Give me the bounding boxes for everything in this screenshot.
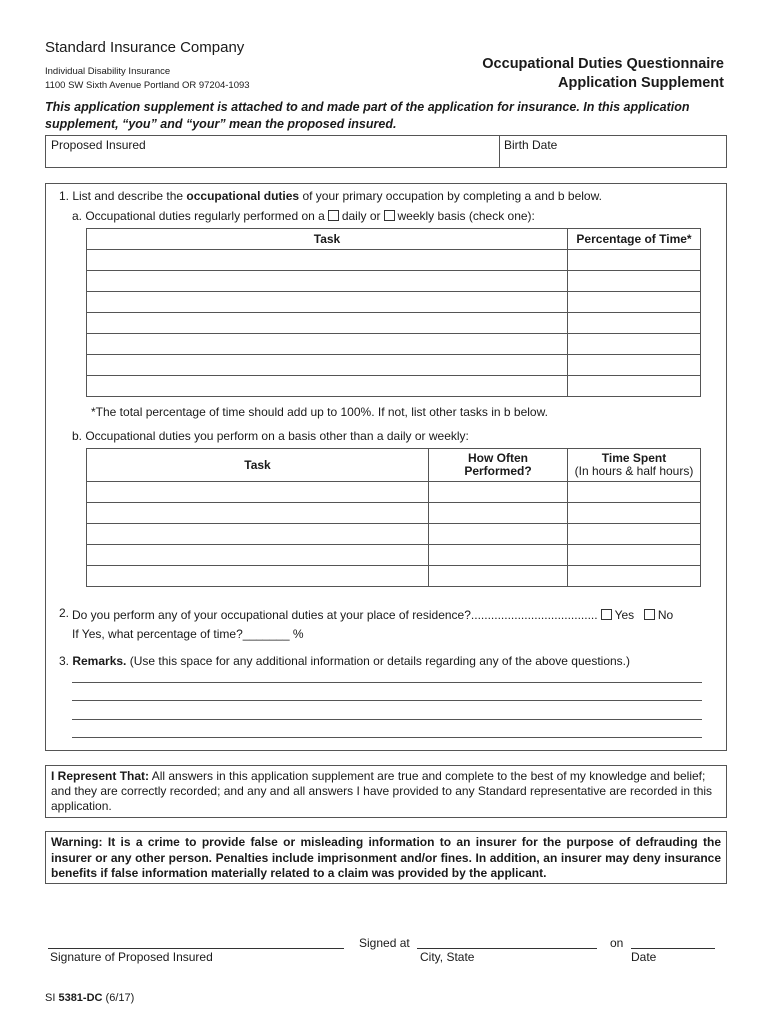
time-spent-line1: Time Spent [601,451,667,465]
table-cell[interactable] [568,355,701,376]
col-how-often [429,449,568,482]
question-2-text: Do you perform any of your occupational duties at your place of residence?...................................... [72,608,598,622]
form-title-line1: Occupational Duties Questionnaire [482,56,724,72]
divider [499,136,500,167]
table-cell[interactable] [87,250,568,271]
footnote: *The total percentage of time should add up to 100%. If not, list other tasks in b below. [91,405,548,419]
table-cell[interactable] [87,566,429,587]
form-number [45,992,134,1004]
table-cell[interactable] [568,482,701,503]
table-cell[interactable] [429,566,568,587]
question-1 [59,189,602,203]
proposed-insured-field[interactable]: Proposed Insured [51,138,146,152]
table-cell[interactable] [87,503,429,524]
table-cell[interactable] [87,545,429,566]
question-2 [72,608,673,622]
col-time-spent [568,449,701,482]
questions-box [45,183,727,751]
on-label: on [610,936,624,950]
company-address [45,65,250,93]
table-cell[interactable] [87,271,568,292]
table-row [87,524,701,545]
form-title-line2: Application Supplement [558,75,724,91]
yes-checkbox[interactable] [601,609,612,620]
address-line: 1100 SW Sixth Avenue Portland OR 97204-1093 [45,80,250,91]
representation-box [45,765,727,818]
table-cell[interactable] [87,376,568,397]
question-1-bold: occupational duties [186,189,300,203]
date-line[interactable] [631,948,715,949]
table-row [87,482,701,503]
question-1-suffix: of your primary occupation by completing a and b below. [299,189,602,203]
table-row [87,355,701,376]
table-cell[interactable] [87,355,568,376]
how-often-line1: How Often [468,451,528,465]
form-title [482,55,724,93]
table-cell[interactable] [87,524,429,545]
no-checkbox[interactable] [644,609,655,620]
form-prefix: SI [45,992,59,1004]
signed-at-label: Signed at [359,936,410,950]
question-1a [72,209,535,223]
remarks-line[interactable] [72,737,702,738]
table-cell[interactable] [87,292,568,313]
signature-line[interactable] [48,948,344,949]
table-cell[interactable] [429,482,568,503]
form-code: 5381-DC [58,992,103,1004]
no-label: No [657,608,674,622]
remarks-line[interactable] [72,719,702,720]
represent-label: I Represent That: [51,769,150,783]
table-cell[interactable] [568,376,701,397]
table-cell[interactable] [87,313,568,334]
dept-line: Individual Disability Insurance [45,66,171,77]
table-cell[interactable] [429,545,568,566]
weekly-label: weekly basis (check one): [397,209,535,223]
table-cell[interactable] [568,545,701,566]
table-row [87,334,701,355]
yes-label: Yes [614,608,635,622]
question-1-text: 1. List and describe the [59,189,187,203]
form-revision: (6/17) [102,992,135,1004]
table-row [87,271,701,292]
intro-text: This application supplement is attached to and made part of the application for insurance. In this application supplement, “you” and “your” mean the proposed insured. [45,100,690,131]
table-cell[interactable] [87,482,429,503]
col-task: Task [87,449,429,482]
date-label: Date [631,950,657,964]
city-state-line[interactable] [417,948,597,949]
col-task: Task [87,229,568,250]
table-row [87,545,701,566]
table-row [87,566,701,587]
table-cell[interactable] [429,503,568,524]
remarks-line[interactable] [72,682,702,683]
table-cell[interactable] [568,292,701,313]
warning-text: Warning: It is a crime to provide false or misleading information to an insurer for the purpose of defrauding the insurer or any other person. Penalties include imprisonment and/or fines. In addition, an insurer may deny insurance benefits if false information materially related to a claim was provided by the applicant. [51,835,721,880]
table-cell[interactable] [568,334,701,355]
table-cell[interactable] [568,524,701,545]
represent-text: All answers in this application supplement are true and complete to the best of my knowledge and belief; and they are correctly recorded; and any and all answers I have provided to any Standard representative are recorded in this application. [51,769,713,813]
table-row [87,313,701,334]
table-cell[interactable] [568,250,701,271]
question-2-number: 2. [59,606,70,620]
table-row [87,376,701,397]
table-cell[interactable] [429,524,568,545]
col-percentage: Percentage of Time* [568,229,701,250]
table-cell[interactable] [87,334,568,355]
question-3 [59,654,630,668]
table-a [86,228,701,397]
table-row [87,250,701,271]
question-1b: b. Occupational duties you perform on a basis other than a daily or weekly: [72,429,469,443]
table-cell[interactable] [568,503,701,524]
table-cell[interactable] [568,271,701,292]
company-name: Standard Insurance Company [45,39,245,56]
time-spent-line2: (In hours & half hours) [574,464,694,478]
question-3-number: 3. [59,654,73,668]
table-cell[interactable] [568,313,701,334]
table-cell[interactable] [568,566,701,587]
daily-label: daily or [341,209,381,223]
insured-info-box [45,135,727,168]
remarks-line[interactable] [72,700,702,701]
remarks-label: Remarks. [72,654,127,668]
table-row [87,292,701,313]
signature-label: Signature of Proposed Insured [50,950,213,964]
weekly-checkbox[interactable] [384,210,395,221]
how-often-line2: Performed? [464,464,532,478]
percentage-field[interactable]: If Yes, what percentage of time?_______ % [72,627,304,641]
table-b [86,448,701,587]
daily-checkbox[interactable] [328,210,339,221]
city-state-label: City, State [420,950,475,964]
question-1a-text: a. Occupational duties regularly performed on a [72,209,325,223]
warning-box [45,831,727,884]
birth-date-field[interactable]: Birth Date [504,138,558,152]
table-row [87,503,701,524]
question-3-text: (Use this space for any additional information or details regarding any of the above questions.) [126,654,631,668]
